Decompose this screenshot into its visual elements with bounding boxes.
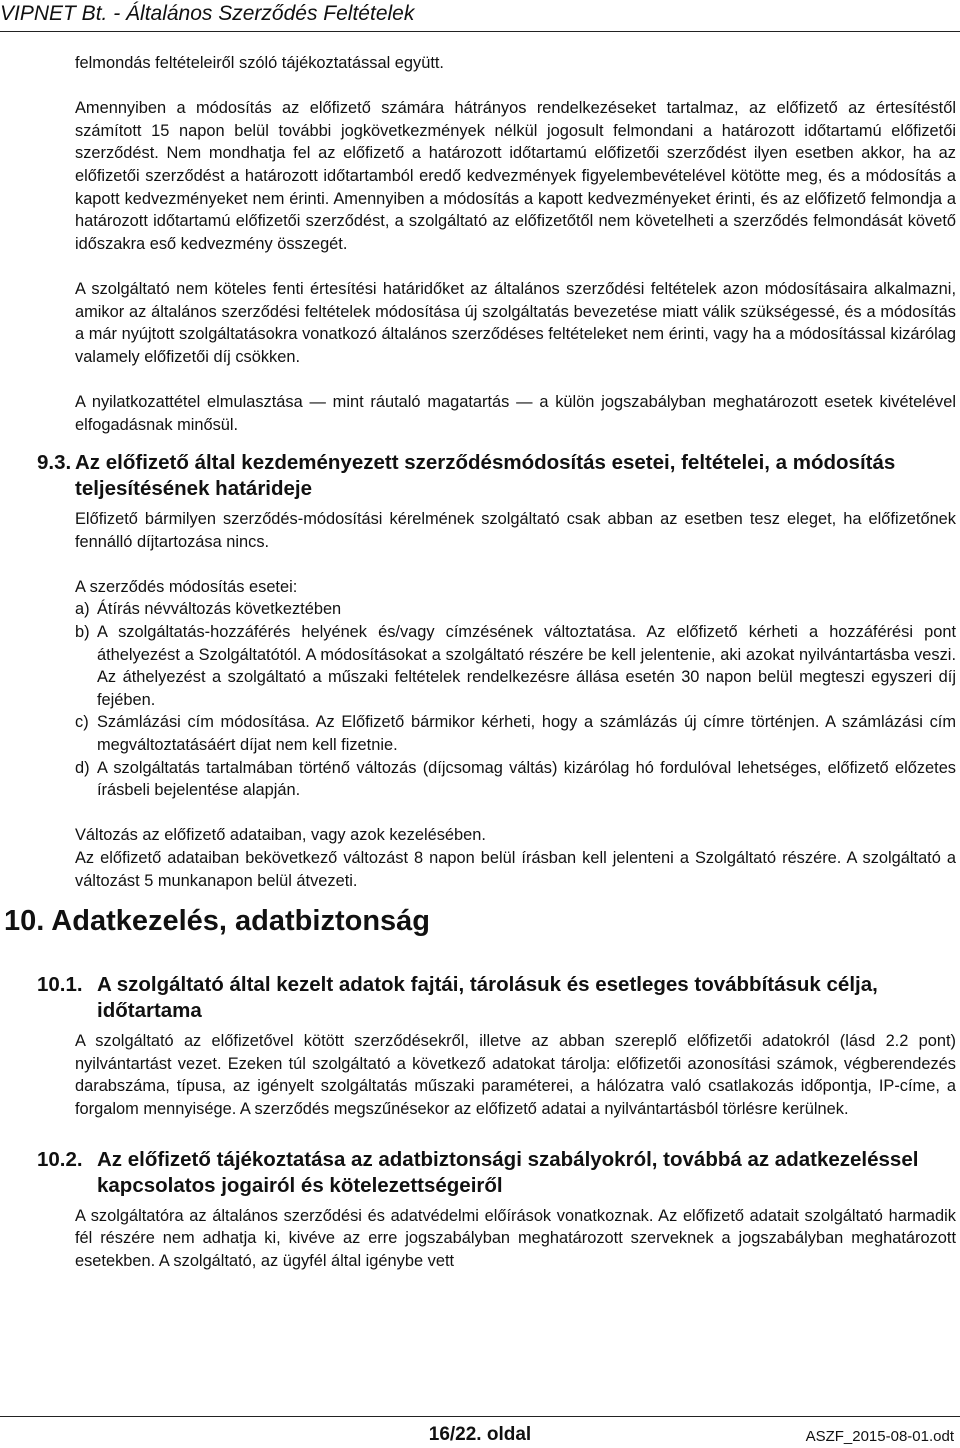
data-change-title: Változás az előfizető adataiban, vagy azok kezelésében. [75,826,486,845]
section-title: Az előfizető által kezdeményezett szerződésmódosítás esetei, feltételei, a módosítás teljesítésének határideje [75,451,896,501]
modification-cases-title: A szerződés módosítás esetei: [75,577,298,596]
page-number: 16/22. oldal [428,1424,532,1445]
section-9-3-heading [37,450,956,502]
section-10-2-heading [37,1147,956,1199]
data-change-text: Az előfizető adataiban bekövetkező változást 8 napon belül írásban kell jelenteni a Szolgáltató részére. A szolgáltató a változást 5 munkanapon belül átvezeti. [75,849,956,890]
section-10-1-heading [37,972,956,1024]
list-item [75,757,956,802]
document-body [4,52,956,1272]
section-title: Az előfizető tájékoztatása az adatbiztonsági szabályokról, továbbá az adatkezeléssel kapcsolatos jogairól és kötelezettségeiről [97,1147,919,1197]
chapter-10-heading: 10. Adatkezelés, adatbiztonság [4,905,431,938]
paragraph-unfavourable-modification: Amennyiben a módosítás az előfizető számára hátrányos rendelkezéseket tartalmaz, az előfizető az értesítéstől számított 15 napon belül további jogkövetkezmények nélkül jogosult felmondani a határozott időtartamú előfizetői szerződést. Nem mondhatja fel az előfizető a határozott időtartamú előfizetői szerződést ilyen esetben akkor, ha az előfizetői szerződést a határozott időtartamból eredő kedvezmények figyelembevételével kötötte meg, és a módosítás a kapott kedvezményeket nem érinti. Amennyiben a módosítás a kapott kedvezményeket érinti, és az előfizető felmondja a határozott időtartamú előfizetői szerződést, a szolgáltató az előfizetőtől nem követelheti a szerződés felmondását követő időszakra eső kedvezmény összegét. [75,99,956,253]
list-item [75,711,956,756]
header-divider [0,31,960,32]
section-title: A szolgáltató által kezelt adatok fajtái, tárolásuk és esetleges továbbításuk célja, időtartama [97,973,878,1023]
paragraph-implied-acceptance: A nyilatkozattétel elmulasztása — mint ráutaló magatartás — a külön jogszabályban meghatározott esetek kivételével elfogadásnak minősül. [75,392,956,434]
list-marker: c) [75,713,89,732]
paragraph-continuation: felmondás feltételeiről szóló tájékoztatással együtt. [75,54,444,72]
file-name: ASZF_2015-08-01.odt [805,1428,954,1445]
paragraph-notification-exception: A szolgáltató nem köteles fenti értesítési határidőket az általános szerződési feltételek azon módosításaira alkalmazni, amikor az általános szerződési feltételek módosítása új szolgáltatás bevezetése miatt válik szükségessé, és a módosítás a már nyújtott szolgáltatásokra vonatkozó általános szerződéses feltételeket nem érinti, vagy ha a módosítással kizárólag valamely előfizetői díj csökken. [75,279,956,366]
section-10-2-text: A szolgáltatóra az általános szerződési és adatvédelmi előírások vonatkoznak. Az előfizető adatait szolgáltató harmadik fél részére nem adhatja ki, kivéve az erre jogszabályban meghatározott szerveknek a jogszabályban meghatározott esetekben. A szolgáltató, az ügyfél által igénybe vett [75,1206,956,1270]
list-item-text: Átírás névváltozás következtében [97,600,342,619]
list-marker: d) [75,758,90,777]
list-item [75,621,956,711]
list-marker: b) [75,623,90,642]
section-9-3-intro: Előfizető bármilyen szerződés-módosítási kérelmének szolgáltató csak abban az esetben tesz eleget, ha előfizetőnek fennálló díjtartozása nincs. [75,510,956,551]
section-number: 9.3. [37,451,72,475]
list-item-text: Számlázási cím módosítása. Az Előfizető bármikor kérheti, hogy a számlázás új címre történjen. A számlázási cím megváltoztatásáért díjat nem kell fizetnie. [97,713,956,755]
document-header-title: VIPNET Bt. - Általános Szerződés Feltételek [0,2,415,25]
list-item [75,598,956,621]
list-marker: a) [75,600,90,619]
list-item-text: A szolgáltatás tartalmában történő változás (díjcsomag váltás) kizárólag hó fordulóval lehetséges, előfizető előzetes írásbeli bejelentése alapján. [97,758,956,800]
section-number: 10.1. [37,973,83,997]
section-10-1-text: A szolgáltató az előfizetővel kötött szerződésekről, illetve az abban szereplő előfizetői adatokról (lásd 2.2 pont) nyilvántartást vezet. Ezeken túl szolgáltató a következő adatokat tárolja: előfizetői azonosítási számok, végberendezés darabszáma, típusa, az igényelt szolgáltatás műszaki paraméterei, a hálózatra való csatlakozás időpontja, IP-címe, a forgalom mennyisége. A szerződés megszűnésekor az előfizető adatai a nyilvántartásból törlésre kerülnek. [75,1032,956,1118]
section-number: 10.2. [37,1147,83,1171]
footer-divider [0,1416,960,1417]
list-item-text: A szolgáltatás-hozzáférés helyének és/vagy címzésének változtatása. Az előfizető kérheti a hozzáférési pont áthelyezést a Szolgáltatótól. A módosításokat a szolgáltató részére be kell jelentenie, aki azokat nyilvántartásba veszi. Az áthelyezést a szolgáltató a műszaki feltételek rendelkezésre állása esetén 30 napon belül megteszi egyszeri díj fejében. [97,623,956,709]
